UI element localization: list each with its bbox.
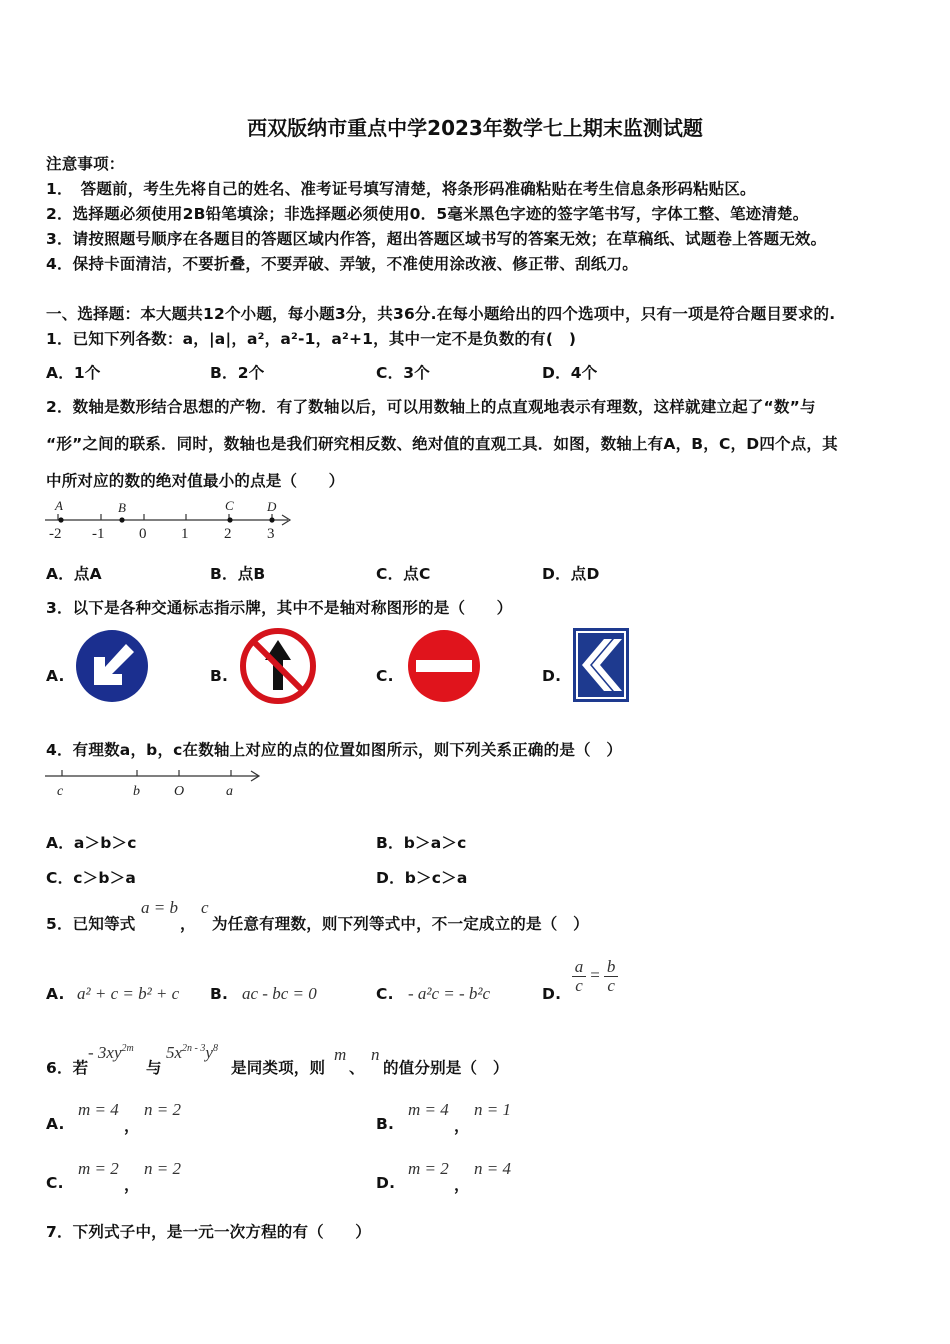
q6-option-a-m: m = 4 <box>78 1100 119 1119</box>
q5-label-d: D. <box>542 985 562 1003</box>
chevron-left-sign-icon <box>572 627 630 703</box>
q6-option-a-n: n = 2 <box>144 1100 181 1119</box>
q2-option-a: A．点A <box>46 565 102 583</box>
q5-label-c: C. <box>376 985 394 1003</box>
point-d-dot <box>269 517 274 522</box>
q5-option-a: a² + c = b² + c <box>77 984 180 1003</box>
q5-variable-c: c <box>201 898 209 917</box>
q2-number-line <box>40 494 300 546</box>
q3-label-d: D. <box>542 667 562 685</box>
notice-heading: 注意事项： <box>46 155 125 173</box>
q5-label-b: B. <box>210 985 229 1003</box>
point-label-d: D <box>267 499 277 514</box>
page-title: 西双版纳市重点中学2023年数学七上期末监测试题 <box>247 116 703 140</box>
q6-var-n: n <box>371 1045 380 1064</box>
point-a-dot <box>58 517 63 522</box>
q4-option-d: D．b＞c＞a <box>376 869 468 887</box>
q6-option-d-comma: ， <box>454 1176 470 1194</box>
q3-label-b: B. <box>210 667 229 685</box>
tick-label: -1 <box>92 526 105 542</box>
q6-option-b-m: m = 4 <box>408 1100 449 1119</box>
axis-label-origin: O <box>174 784 185 799</box>
notice-item: 4．保持卡面清洁，不要折叠，不要弄破、弄皱，不准使用涂改液、修正带、刮纸刀。 <box>46 255 638 273</box>
q6-option-c-m: m = 2 <box>78 1159 119 1178</box>
no-entry-sign-icon <box>406 628 482 704</box>
q6-stem-post: 是同类项，则 <box>231 1059 326 1077</box>
q2-stem-line2: “形”之间的联系．同时，数轴也是我们研究相反数、绝对值的直观工具．如图，数轴上有A，B，C，D四个点，其 <box>46 435 838 453</box>
q2-option-b: B．点B <box>210 565 266 583</box>
q1-option-c: C．3个 <box>376 364 430 382</box>
point-b-dot <box>119 517 124 522</box>
q6-option-b-n: n = 1 <box>474 1100 511 1119</box>
tick-label: 3 <box>267 526 275 542</box>
q6-option-c-n: n = 2 <box>144 1159 181 1178</box>
q6-option-b-comma: ， <box>454 1117 470 1135</box>
keep-left-sign-icon <box>74 628 150 704</box>
q7-stem: 7．下列式子中，是一元一次方程的有（ ） <box>46 1223 371 1241</box>
notice-item: 3．请按照题号顺序在各题目的答题区域内作答，超出答题区域书写的答案无效；在草稿纸、试题卷上答题无效。 <box>46 230 827 248</box>
q5-option-d: $\frac{a}{c}$ = $\frac{b}{c}$ <box>572 958 618 995</box>
q6-stem-sep: 、 <box>349 1059 365 1077</box>
q5-equation: a = b <box>141 898 178 917</box>
q4-number-line <box>40 764 270 804</box>
q6-option-c-comma: ， <box>124 1176 140 1194</box>
q5-label-a: A. <box>46 985 65 1003</box>
q6-var-m: m <box>334 1045 347 1064</box>
q6-option-a-comma: ， <box>124 1117 140 1135</box>
q6-label-c: C. <box>46 1174 64 1192</box>
q6-option-d-m: m = 2 <box>408 1159 449 1178</box>
point-label-b: B <box>118 500 126 515</box>
axis-label-a: a <box>226 784 233 799</box>
q5-comma: ， <box>180 915 196 933</box>
q6-label-d: D. <box>376 1174 396 1192</box>
q6-label-b: B. <box>376 1115 395 1133</box>
q1-stem: 1．已知下列各数：a，|a|，a²，a²-1，a²+1，其中一定不是负数的有( ) <box>46 330 577 348</box>
q4-option-a: A．a＞b＞c <box>46 834 137 852</box>
point-label-a: A <box>55 498 63 513</box>
q2-option-c: C．点C <box>376 565 431 583</box>
notice-item: 1． 答题前，考生先将自己的姓名、准考证号填写清楚，将条形码准确粘贴在考生信息条形码粘贴区。 <box>46 180 756 198</box>
no-straight-sign-icon <box>240 628 316 704</box>
q3-stem: 3．以下是各种交通标志指示牌，其中不是轴对称图形的是（ ） <box>46 599 513 617</box>
axis-label-c: c <box>57 784 64 799</box>
q1-option-b: B．2个 <box>210 364 265 382</box>
q6-stem-mid: 与 <box>146 1059 162 1077</box>
section-heading: 一、选择题：本大题共12个小题，每小题3分，共36分.在每小题给出的四个选项中，只有一项是符合题目要求的. <box>46 305 836 323</box>
point-c-dot <box>227 517 232 522</box>
q1-option-a: A．1个 <box>46 364 101 382</box>
q6-stem-pre: 6．若 <box>46 1059 89 1077</box>
q6-term1: - $3xy^{2m}$ <box>88 1043 134 1062</box>
q4-option-c: C．c＞b＞a <box>46 869 137 887</box>
q3-label-c: C. <box>376 667 394 685</box>
axis-label-b: b <box>133 784 140 799</box>
q5-stem-post: 为任意有理数，则下列等式中，不一定成立的是（ ） <box>212 915 589 933</box>
q1-option-d: D．4个 <box>542 364 598 382</box>
point-label-c: C <box>225 498 234 513</box>
q6-option-d-n: n = 4 <box>474 1159 511 1178</box>
q2-stem-line1: 2．数轴是数形结合思想的产物．有了数轴以后，可以用数轴上的点直观地表示有理数，这样就建立起了“数”与 <box>46 398 816 416</box>
q4-stem: 4．有理数a，b，c在数轴上对应的点的位置如图所示，则下列关系正确的是（ ） <box>46 741 623 759</box>
q5-option-c: - a²c = - b²c <box>408 984 491 1003</box>
q2-stem-line3: 中所对应的数的绝对值最小的点是（ ） <box>46 472 345 490</box>
q4-option-b: B．b＞a＞c <box>376 834 467 852</box>
tick-label: 1 <box>181 526 189 542</box>
tick-label: 0 <box>139 526 147 542</box>
q6-stem-tail: 的值分别是（ ） <box>383 1059 509 1077</box>
q5-option-b: ac - bc = 0 <box>242 984 317 1003</box>
q6-label-a: A. <box>46 1115 65 1133</box>
q3-label-a: A. <box>46 667 65 685</box>
q2-option-d: D．点D <box>542 565 600 583</box>
notice-item: 2．选择题必须使用2B铅笔填涂；非选择题必须使用0．5毫米黑色字迹的签字笔书写，字体工整、笔迹清楚。 <box>46 205 809 223</box>
q5-stem-pre: 5．已知等式 <box>46 915 136 933</box>
tick-label: 2 <box>224 526 232 542</box>
tick-label: -2 <box>49 526 62 542</box>
q6-term2: $5x^{2n - 3}y^8$ <box>166 1043 218 1062</box>
